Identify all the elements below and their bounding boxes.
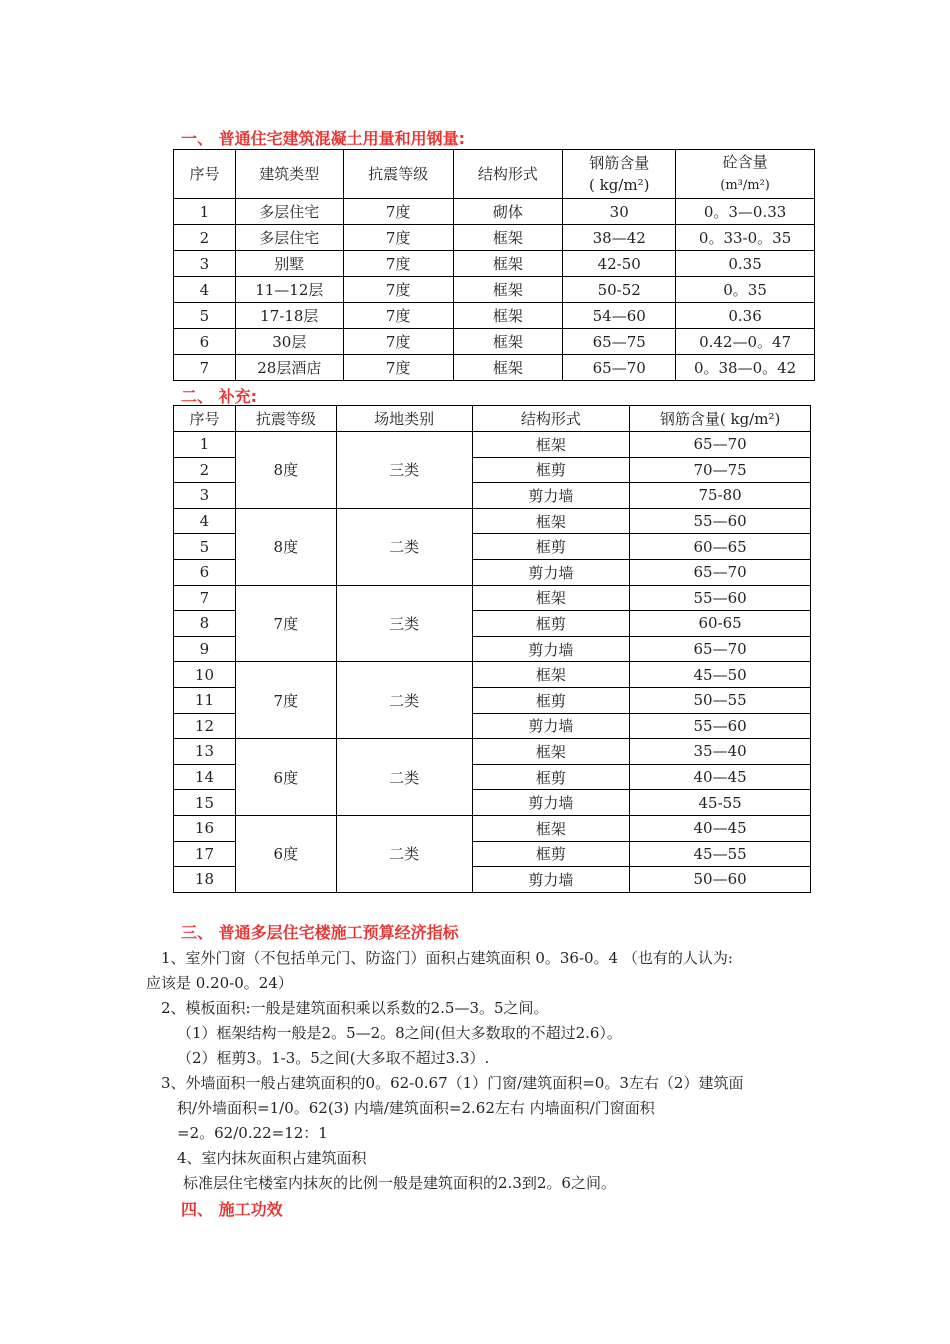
cell: 0。38—0。42 bbox=[676, 355, 815, 381]
cell: 框架 bbox=[453, 251, 563, 277]
section1-title: 一、 普通住宅建筑混凝土用量和用钢量: bbox=[181, 129, 465, 148]
cell: 7度 bbox=[343, 355, 453, 381]
cell: 1 bbox=[174, 432, 236, 458]
cell: 13 bbox=[174, 739, 236, 765]
table-row bbox=[174, 739, 811, 765]
cell: 框架 bbox=[472, 739, 630, 765]
header-building-type: 建筑类型 bbox=[235, 150, 343, 199]
header-steel bbox=[563, 150, 676, 199]
table-row bbox=[174, 277, 815, 303]
cell: 砌体 bbox=[453, 199, 563, 225]
cell: 7度 bbox=[343, 225, 453, 251]
cell: 65—70 bbox=[630, 432, 811, 458]
cell: 60—65 bbox=[630, 534, 811, 560]
cell: 0.35 bbox=[676, 251, 815, 277]
cell: 4 bbox=[174, 508, 236, 534]
paragraph-line: （1）框架结构一般是2。5—2。8之间(但大多数取的不超过2.6）。 bbox=[177, 1024, 622, 1042]
header-site-class: 场地类别 bbox=[336, 406, 472, 432]
cell: 50-52 bbox=[563, 277, 676, 303]
header-structure: 结构形式 bbox=[472, 406, 630, 432]
table-row bbox=[174, 815, 811, 841]
cell: 16 bbox=[174, 815, 236, 841]
cell: 多层住宅 bbox=[235, 225, 343, 251]
header-steel: 钢筋含量( kg/m²) bbox=[630, 406, 811, 432]
cell: 剪力墙 bbox=[472, 636, 630, 662]
cell: 17-18层 bbox=[235, 303, 343, 329]
paragraph-line: 3、外墙面积一般占建筑面积的0。62-0.67（1）门窗/建筑面积=0。3左右（2）建筑面 bbox=[161, 1074, 744, 1092]
cell: 3 bbox=[174, 483, 236, 509]
cell: 框架 bbox=[472, 508, 630, 534]
cell: 框架 bbox=[472, 432, 630, 458]
cell: 0.36 bbox=[676, 303, 815, 329]
cell: 0.42—0。47 bbox=[676, 329, 815, 355]
cell: 55—60 bbox=[630, 713, 811, 739]
cell: 45—50 bbox=[630, 662, 811, 688]
cell: 55—60 bbox=[630, 585, 811, 611]
cell-level: 7度 bbox=[235, 662, 336, 739]
table-row bbox=[174, 225, 815, 251]
table-row bbox=[174, 508, 811, 534]
header-concrete-label: 砼含量 bbox=[722, 153, 768, 171]
cell: 6 bbox=[174, 559, 236, 585]
header-seq: 序号 bbox=[174, 406, 236, 432]
cell: 框架 bbox=[453, 225, 563, 251]
paragraph-line: =2。62/0.22=12：1 bbox=[177, 1124, 328, 1142]
cell: 7 bbox=[174, 355, 236, 381]
cell: 1 bbox=[174, 199, 236, 225]
cell: 3 bbox=[174, 251, 236, 277]
paragraph-line: （2）框剪3。1-3。5之间(大多取不超过3.3）. bbox=[177, 1049, 490, 1067]
cell: 11 bbox=[174, 687, 236, 713]
cell: 15 bbox=[174, 790, 236, 816]
cell: 7度 bbox=[343, 329, 453, 355]
cell: 60-65 bbox=[630, 611, 811, 637]
header-seq: 序号 bbox=[174, 150, 236, 199]
paragraph-line: 1、室外门窗（不包括单元门、防盗门）面积占建筑面积 0。36-0。4 （也有的人认为: bbox=[161, 949, 733, 967]
paragraph-line: 4、室内抹灰面积占建筑面积 bbox=[177, 1149, 367, 1167]
table-row bbox=[174, 432, 811, 458]
cell: 框架 bbox=[472, 815, 630, 841]
table-row bbox=[174, 662, 811, 688]
cell: 7度 bbox=[343, 303, 453, 329]
cell: 42-50 bbox=[563, 251, 676, 277]
cell: 框剪 bbox=[472, 611, 630, 637]
cell: 2 bbox=[174, 225, 236, 251]
cell-site: 二类 bbox=[336, 815, 472, 892]
table-header-row bbox=[174, 150, 815, 199]
cell: 框架 bbox=[472, 585, 630, 611]
paragraph-line: 标准层住宅楼室内抹灰的比例一般是建筑面积的2.3到2。6之间。 bbox=[183, 1174, 616, 1192]
paragraph-line: 2、模板面积:一般是建筑面积乘以系数的2.5—3。5之间。 bbox=[161, 999, 549, 1017]
paragraph-line: 积/外墙面积=1/0。62(3) 内墙/建筑面积=2.62左右 内墙面积/门窗面积 bbox=[177, 1099, 655, 1117]
table-row bbox=[174, 585, 811, 611]
concrete-steel-table bbox=[173, 149, 815, 381]
cell: 7度 bbox=[343, 199, 453, 225]
cell: 65—75 bbox=[563, 329, 676, 355]
cell: 框架 bbox=[453, 355, 563, 381]
header-steel-unit: ( kg/m²) bbox=[588, 176, 650, 194]
cell: 剪力墙 bbox=[472, 867, 630, 893]
cell: 75-80 bbox=[630, 483, 811, 509]
cell: 40—45 bbox=[630, 815, 811, 841]
cell: 框架 bbox=[453, 329, 563, 355]
cell: 框剪 bbox=[472, 457, 630, 483]
cell: 65—70 bbox=[630, 636, 811, 662]
table-row bbox=[174, 199, 815, 225]
cell: 剪力墙 bbox=[472, 713, 630, 739]
cell-site: 二类 bbox=[336, 662, 472, 739]
section4-title: 四、 施工功效 bbox=[181, 1200, 283, 1219]
paragraph-line: 应该是 0.20-0。24） bbox=[146, 974, 293, 992]
table-row bbox=[174, 251, 815, 277]
cell: 2 bbox=[174, 457, 236, 483]
cell: 框架 bbox=[472, 662, 630, 688]
cell: 17 bbox=[174, 841, 236, 867]
header-seismic-level: 抗震等级 bbox=[343, 150, 453, 199]
cell: 50—55 bbox=[630, 687, 811, 713]
cell: 框架 bbox=[453, 277, 563, 303]
cell: 70—75 bbox=[630, 457, 811, 483]
cell: 5 bbox=[174, 303, 236, 329]
cell: 11—12层 bbox=[235, 277, 343, 303]
cell-level: 8度 bbox=[235, 508, 336, 585]
table-row bbox=[174, 355, 815, 381]
cell: 8 bbox=[174, 611, 236, 637]
cell: 多层住宅 bbox=[235, 199, 343, 225]
cell: 0。33-0。35 bbox=[676, 225, 815, 251]
section3-title: 三、 普通多层住宅楼施工预算经济指标 bbox=[181, 923, 459, 942]
cell-site: 三类 bbox=[336, 585, 472, 662]
header-seismic-level: 抗震等级 bbox=[235, 406, 336, 432]
header-structure: 结构形式 bbox=[453, 150, 563, 199]
cell-level: 8度 bbox=[235, 432, 336, 509]
cell: 45-55 bbox=[630, 790, 811, 816]
cell-level: 6度 bbox=[235, 815, 336, 892]
cell: 9 bbox=[174, 636, 236, 662]
cell: 28层酒店 bbox=[235, 355, 343, 381]
table-row bbox=[174, 329, 815, 355]
cell: 框剪 bbox=[472, 534, 630, 560]
cell: 6 bbox=[174, 329, 236, 355]
cell: 框剪 bbox=[472, 687, 630, 713]
cell: 38—42 bbox=[563, 225, 676, 251]
cell: 0。3—0.33 bbox=[676, 199, 815, 225]
cell-site: 三类 bbox=[336, 432, 472, 509]
cell: 30层 bbox=[235, 329, 343, 355]
cell: 别墅 bbox=[235, 251, 343, 277]
cell: 12 bbox=[174, 713, 236, 739]
cell: 10 bbox=[174, 662, 236, 688]
table-row bbox=[174, 303, 815, 329]
cell-level: 7度 bbox=[235, 585, 336, 662]
cell: 框剪 bbox=[472, 764, 630, 790]
cell: 40—45 bbox=[630, 764, 811, 790]
cell: 18 bbox=[174, 867, 236, 893]
cell: 14 bbox=[174, 764, 236, 790]
cell: 55—60 bbox=[630, 508, 811, 534]
cell: 0。35 bbox=[676, 277, 815, 303]
header-concrete bbox=[676, 150, 815, 199]
supplement-table bbox=[173, 405, 811, 893]
cell: 7 bbox=[174, 585, 236, 611]
cell: 剪力墙 bbox=[472, 790, 630, 816]
table-header-row bbox=[174, 406, 811, 432]
cell: 35—40 bbox=[630, 739, 811, 765]
cell: 30 bbox=[563, 199, 676, 225]
cell-level: 6度 bbox=[235, 739, 336, 816]
cell: 框剪 bbox=[472, 841, 630, 867]
cell: 54—60 bbox=[563, 303, 676, 329]
cell: 65—70 bbox=[630, 559, 811, 585]
section2-title: 二、 补充: bbox=[181, 387, 257, 406]
cell-site: 二类 bbox=[336, 739, 472, 816]
cell: 7度 bbox=[343, 251, 453, 277]
header-concrete-unit: (m³/m²) bbox=[720, 178, 770, 193]
header-steel-label: 钢筋含量 bbox=[589, 154, 650, 172]
cell: 剪力墙 bbox=[472, 483, 630, 509]
cell: 5 bbox=[174, 534, 236, 560]
cell: 7度 bbox=[343, 277, 453, 303]
cell: 框架 bbox=[453, 303, 563, 329]
cell: 45—55 bbox=[630, 841, 811, 867]
cell-site: 二类 bbox=[336, 508, 472, 585]
cell: 剪力墙 bbox=[472, 559, 630, 585]
cell: 65—70 bbox=[563, 355, 676, 381]
cell: 50—60 bbox=[630, 867, 811, 893]
cell: 4 bbox=[174, 277, 236, 303]
